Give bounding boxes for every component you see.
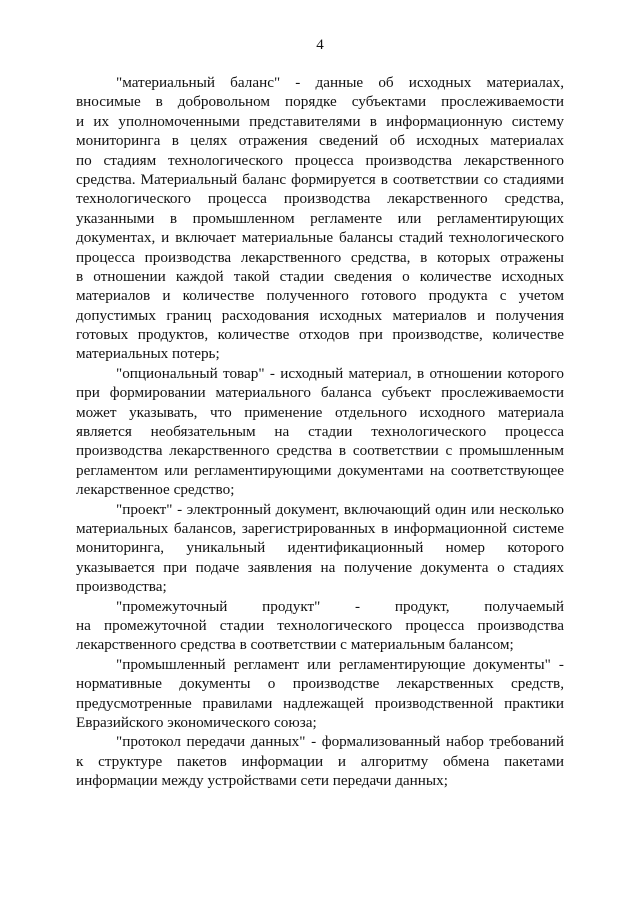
text-line: мониторинга в целях отражения сведений об исходных материалах <box>76 132 564 150</box>
text-line: лекарственное средство; <box>76 481 235 499</box>
document-body <box>76 73 564 790</box>
text-line: готовых продуктов, количестве отходов при производстве, количестве <box>76 326 564 344</box>
text-line: "опциональный товар" - исходный материал, в отношении которого <box>116 364 564 382</box>
text-line: допустимых границ расходования исходных материалов и получения <box>76 306 564 324</box>
text-line: "промышленный регламент или регламентирующие документы" - <box>116 655 564 673</box>
text-line: производства; <box>76 578 167 596</box>
text-line: нормативные документы о производстве лекарственных средств, <box>76 675 564 693</box>
text-line: и их уполномоченными представителями в информационную систему <box>76 112 564 130</box>
paragraph <box>76 364 564 500</box>
text-line: документах, и включает материальные балансы стадий технологического <box>76 229 564 247</box>
text-line: на промежуточной стадии технологического процесса производства <box>76 616 564 634</box>
text-line: "проект" - электронный документ, включающий один или несколько <box>116 500 564 518</box>
text-line: мониторинга, уникальный идентификационный номер которого <box>76 539 564 557</box>
text-line: в отношении каждой такой стадии сведения о количестве исходных <box>76 267 564 285</box>
text-line: процесса производства лекарственного средства, в которых отражены <box>76 248 564 266</box>
text-line: информации между устройствами сети передачи данных; <box>76 772 448 790</box>
text-line: "материальный баланс" - данные об исходных материалах, <box>116 74 564 91</box>
text-line: при формировании материального баланса субъект прослеживаемости <box>76 384 564 402</box>
text-line: материальных потерь; <box>76 345 220 363</box>
text-line: указывается при подаче заявления на получение документа о стадиях <box>76 558 564 576</box>
text-line: предусмотренные правилами надлежащей производственной практики <box>76 694 564 712</box>
text-line: вносимые в добровольном порядке субъектами прослеживаемости <box>76 93 564 111</box>
paragraph <box>76 500 564 597</box>
paragraph <box>76 73 564 364</box>
text-line: Евразийского экономического союза; <box>76 713 317 731</box>
text-line: может указывать, что применение отдельного исходного материала <box>76 403 564 421</box>
text-line: по стадиям технологического процесса производства лекарственного <box>76 151 564 169</box>
text-line: к структуре пакетов информации и алгоритму обмена пакетами <box>76 752 564 770</box>
text-line: производства лекарственного средства в соответствии с промышленным <box>76 442 564 460</box>
page-number: 4 <box>316 37 324 53</box>
text-line: регламентом или регламентирующими документами на соответствующее <box>76 461 564 479</box>
paragraph <box>76 597 564 655</box>
text-line: материальных балансов, зарегистрированных в информационной системе <box>76 519 564 537</box>
text-line: "протокол передачи данных" - формализованный набор требований <box>116 733 564 751</box>
text-line: технологического процесса производства лекарственного средства, <box>76 190 564 208</box>
text-line: лекарственного средства в соответствии с материальным балансом; <box>76 636 514 654</box>
text-line: указанными в промышленном регламенте или регламентирующих <box>76 209 564 227</box>
text-line: материалов и количестве полученного готового продукта с учетом <box>76 287 564 305</box>
text-line: средства. Материальный баланс формируется в соответствии со стадиями <box>76 170 564 188</box>
text-line: является необязательным на стадии технологического процесса <box>76 423 564 441</box>
paragraph <box>76 732 564 790</box>
paragraph <box>76 655 564 733</box>
text-line: "промежуточный продукт" - продукт, получаемый <box>116 597 564 615</box>
